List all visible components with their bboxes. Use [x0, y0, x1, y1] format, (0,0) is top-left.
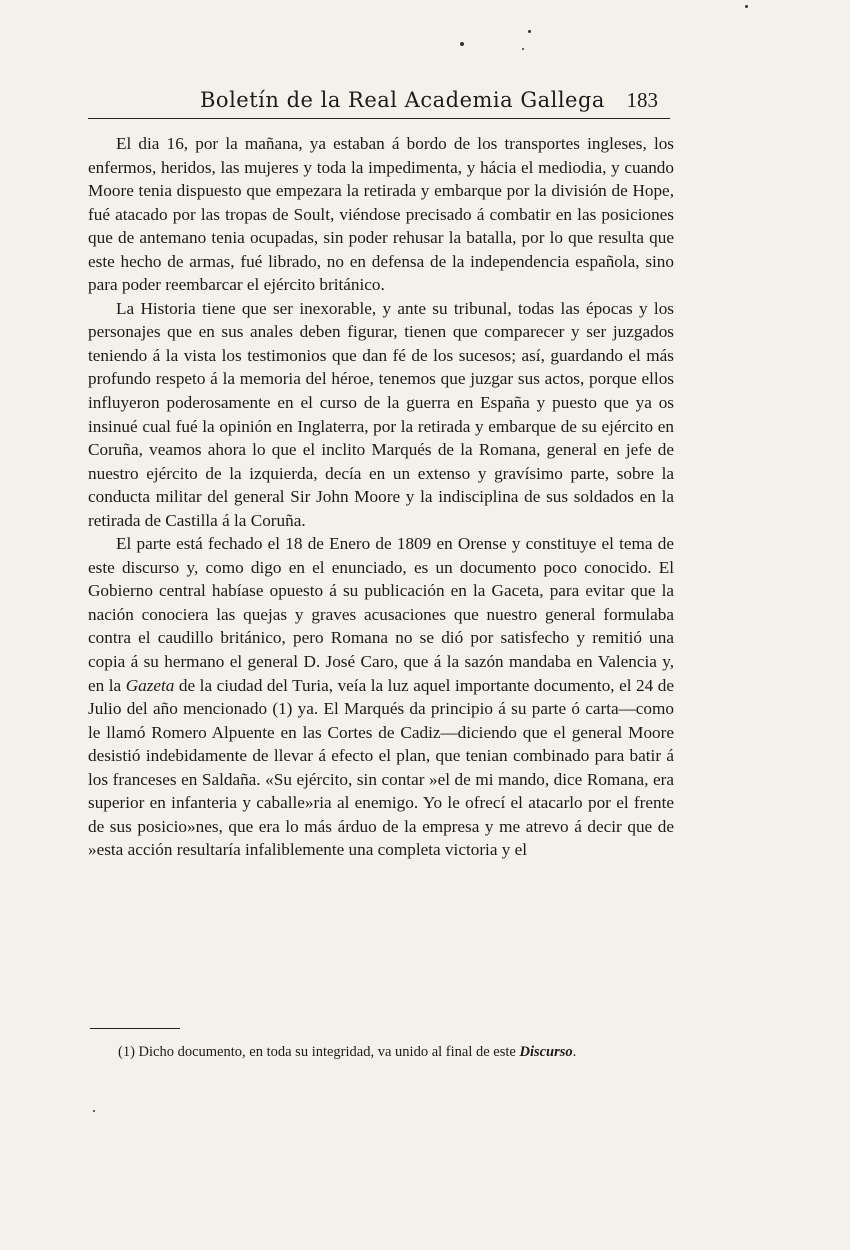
- footnote-discurso: Discurso: [519, 1044, 573, 1060]
- page-number: 183: [626, 88, 658, 112]
- footnote-text: (1) Dicho documento, en toda su integridad, va unido al final de este: [118, 1044, 520, 1060]
- print-speck: [460, 42, 464, 46]
- footnote: [88, 1042, 678, 1063]
- print-speck: [93, 1110, 95, 1112]
- footnote-end: .: [572, 1044, 577, 1060]
- paragraph-3: [88, 532, 674, 862]
- journal-title: Boletín de la Real Academia Gallega: [200, 88, 605, 112]
- body-text: [88, 132, 674, 862]
- print-speck: [745, 5, 748, 8]
- footnote-1: [88, 1042, 678, 1063]
- gazeta-italic: Gazeta: [125, 675, 175, 695]
- running-header: [88, 88, 670, 116]
- paragraph-3-text-a: El parte está fechado el 18 de Enero de 1809 en Orense y constituye el tema de este discurso y, como digo en el enunciado, es un documento poco conocido. El Gobierno central habíase opuesto á su publicación en la Gaceta, para evitar que la nación conociera las quejas y graves acusaciones que nuestro general formulaba contra el caudillo británico, pero Romana no se dió por satisfecho y remitió una copia á su hermano el general D. José Caro, que á la sazón mandaba en Valencia y, en la: [88, 534, 674, 695]
- paragraph-3-text-b: de la ciudad del Turia, veía la luz aquel importante documento, el 24 de Julio del año mencionado (1) ya. El Marqués da principio á su parte ó carta—como le llamó Romero Alpuente en las Cortes de Cadiz—diciendo que el general Moore desistió indebidamente de llevar á efecto el plan, que tenian combinado para batir á los franceses en Saldaña. «Su ejército, sin contar »el de mi mando, dice Romana, era superior en infanteria y caballe»ria al enemigo. Yo le ofrecí el atacarlo por el frente de sus posicio»nes, que era lo más árduo de la empresa y me atrevo á decir que de »esta acción resultaría infaliblemente una completa victoria y el: [88, 675, 674, 860]
- print-speck: [522, 48, 524, 50]
- paragraph-1: El dia 16, por la mañana, ya estaban á bordo de los transportes ingleses, los enfermos, heridos, las mujeres y toda la impedimenta, y hácia el mediodia, y cuando Moore tenia dispuesto que empezara la retirada y embarque por la división de Hope, fué atacado por las tropas de Soult, viéndose precisado á combatir en las posiciones que de antemano tenia ocupadas, sin poder rehusar la batalla, por lo que resulta que este hecho de armas, fué librado, no en defensa de la independencia española, sino para poder reembarcar el ejército británico.: [88, 134, 674, 295]
- paragraph-2: La Historia tiene que ser inexorable, y ante su tribunal, todas las épocas y los personajes que en sus anales deben figurar, tienen que comparecer y ser juzgados teniendo á la vista los testimonios que dan fé de los sucesos; así, guardando el más profundo respeto á la memoria del héroe, tenemos que juzgar sus actos, porque ellos influyeron poderosamente en el curso de la guerra en España y puesto que ya os insinué cual fué la opinión en Inglaterra, por la retirada y embarque de su ejército en Coruña, veamos ahora lo que el inclito Marqués de la Romana, general en jefe de nuestro ejército de la izquierda, decía en un extenso y gravísimo parte, sobre la conducta militar del general Sir John Moore y la indisciplina de sus soldados en la retirada de Castilla á la Coruña.: [88, 298, 674, 530]
- print-speck: [528, 30, 531, 33]
- footnote-rule: [90, 1028, 180, 1029]
- header-rule: [88, 118, 670, 119]
